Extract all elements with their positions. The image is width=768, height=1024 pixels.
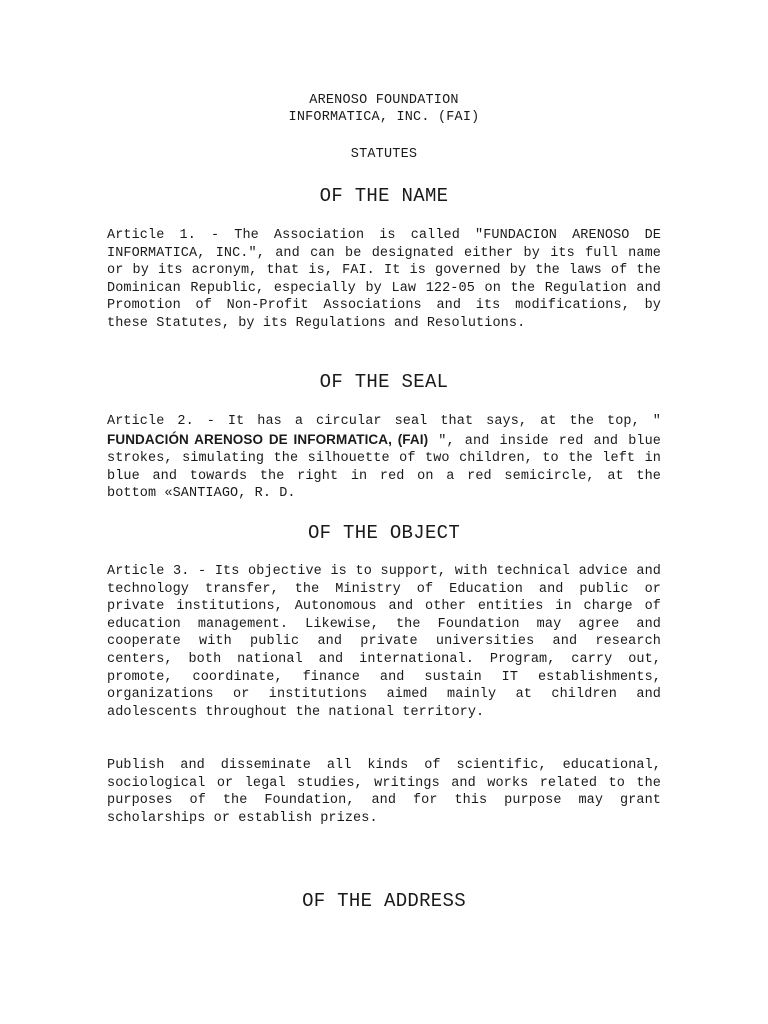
- document-title: STATUTES: [350, 147, 418, 162]
- heading-of-the-address: OF THE ADDRESS: [302, 890, 466, 912]
- organization-name-line2: INFORMATICA, INC. (FAI): [288, 110, 480, 125]
- article-1-text: Article 1. - The Association is called "FUNDACION ARENOSO DE INFORMATICA, INC.", and can be designated either by its full name or by its acronym, that is, FAI. It is governed by the laws of the Dominican Republic, especially by Law 122-05 on the Regulation and Promotion of Non-Profit Associations and its modifications, by these Statutes, by its Regulations and Resolutions.: [107, 228, 661, 331]
- heading-of-the-object: OF THE OBJECT: [307, 522, 461, 544]
- article-2-text: [107, 413, 661, 503]
- organization-name-line1: ARENOSO FOUNDATION: [309, 93, 459, 108]
- seal-inscription: FUNDACIÓN ARENOSO DE INFORMATICA, (FAI): [107, 431, 429, 447]
- object-paragraph-2: Publish and disseminate all kinds of scientific, educational, sociological or legal studies, writings and works related to the purposes of the Foundation, and for this purpose may grant scholarships or establish prizes.: [107, 758, 661, 826]
- heading-of-the-seal: OF THE SEAL: [319, 371, 449, 393]
- article-2-description: ", and inside red and blue strokes, simulating the silhouette of two children, to the left in blue and towards the right in red on a red semicircle, at the bottom «SANTIAGO, R. D.: [107, 433, 662, 502]
- heading-of-the-name: OF THE NAME: [319, 185, 449, 207]
- article-3-text: Article 3. - Its objective is to support, with technical advice and technology transfer, the Ministry of Education and public or private institutions, Autonomous and other entities in charge of education management. Likewise, the Foundation may agree and cooperate with public and private universities and research centers, both national and international. Program, carry out, promote, coordinate, finance and sustain IT establishments, organizations or institutions aimed mainly at children and adolescents throughout the national territory.: [107, 564, 661, 720]
- article-2-intro: Article 2. - It has a circular seal that says, at the top, ": [107, 414, 661, 429]
